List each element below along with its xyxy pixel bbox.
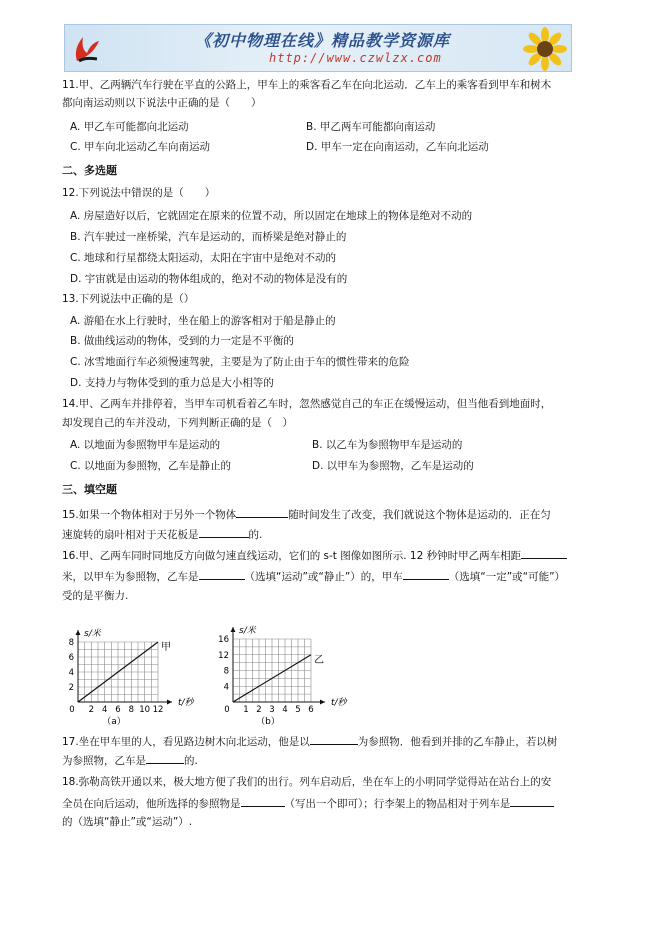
x-tick-label: 4 <box>101 705 108 715</box>
x-tick-label: 1 <box>243 705 249 715</box>
q12-option-a[interactable]: A. 房屋造好以后，它就固定在原来的位置不动，所以固定在地球上的物体是绝对不动的 <box>70 210 473 222</box>
q17-text-3: 为参照物，乙车是 <box>62 755 146 767</box>
chart-a <box>60 612 200 726</box>
q17-text-2: 为参照物．他看到并排的乙车静止，若以树 <box>357 736 558 748</box>
chart-caption: （a） <box>102 717 126 726</box>
y-axis-arrow-icon <box>76 630 81 635</box>
q13-stem: 13.下列说法中正确的是（） <box>62 293 195 305</box>
q16-blank-3[interactable] <box>403 568 449 580</box>
x-tick-label: 3 <box>269 705 275 715</box>
q18-blank-1[interactable] <box>241 795 285 807</box>
q11-stem-line1: 11.甲、乙两辆汽车行驶在平直的公路上，甲车上的乘客看乙车在向北运动．乙车上的乘客看到甲车和树木 <box>62 79 552 91</box>
q14-option-d[interactable]: D. 以甲车为参照物，乙车是运动的 <box>312 460 474 472</box>
q13-option-d[interactable]: D. 支持力与物体受到的重力总是大小相等的 <box>70 377 274 389</box>
q18-blank-2[interactable] <box>510 795 554 807</box>
y-tick-label: 16 <box>218 635 229 645</box>
x-axis-label: t/秒 <box>178 698 194 708</box>
x-tick-label: 6 <box>308 705 314 715</box>
sunflower-icon <box>523 27 567 71</box>
chart-b <box>205 612 355 726</box>
q15-blank-2[interactable] <box>199 526 249 538</box>
x-axis-label: t/秒 <box>331 698 347 708</box>
q18-line2 <box>62 795 554 812</box>
q15-text-1: 15.如果一个物体相对于另外一个物体 <box>62 509 237 521</box>
q11-option-b[interactable]: B. 甲乙两车可能都向南运动 <box>306 121 436 133</box>
q15-text-4: 的. <box>248 529 263 541</box>
banner-url[interactable]: http://www.czwlzx.com <box>269 51 442 65</box>
q16-text-4: （选填“一定”或“可能”） <box>448 571 566 583</box>
y-tick-label: 8 <box>68 638 74 648</box>
q16-line2 <box>62 568 565 585</box>
q12-option-c[interactable]: C. 地球和行星都绕太阳运动，太阳在宇宙中是绝对不动的 <box>70 252 337 264</box>
series-label: 乙 <box>314 654 324 666</box>
q16-line3: 受的是平衡力. <box>62 590 129 602</box>
q16-text-2: 米，以甲车为参照物，乙车是 <box>62 571 199 583</box>
q14-option-a[interactable]: A. 以地面为参照物甲车是运动的 <box>70 439 221 451</box>
y-tick-label: 4 <box>68 668 74 678</box>
x-tick-label: 2 <box>88 705 95 715</box>
x-tick-label: 2 <box>256 705 262 715</box>
x-axis-arrow-icon <box>320 700 325 705</box>
q16-line1 <box>62 547 567 564</box>
chart-caption: （b） <box>256 717 280 726</box>
q14-option-b[interactable]: B. 以乙车为参照物甲车是运动的 <box>312 439 463 451</box>
q17-blank-1[interactable] <box>310 733 358 745</box>
x-tick-label: 0 <box>224 705 230 715</box>
x-tick-label: 0 <box>69 705 75 715</box>
q11-stem-line2: 都向南运动则以下说法中正确的是（ ） <box>62 97 262 109</box>
x-tick-label: 6 <box>115 705 121 715</box>
q15-line1 <box>62 506 551 523</box>
q16-blank-2[interactable] <box>199 568 245 580</box>
section-heading-multi-choice: 二、多选题 <box>62 164 117 177</box>
y-tick-label: 2 <box>68 683 74 693</box>
y-tick-label: 8 <box>223 666 229 677</box>
q14-stem-line2: 却发现自己的车并没动，下列判断正确的是（ ） <box>62 417 293 429</box>
x-tick-label: 4 <box>282 705 288 715</box>
y-axis-label: s/米 <box>84 629 101 639</box>
q18-line1: 18.弥勒高铁开通以来，极大地方便了我们的出行。列车启动后，坐在车上的小明同学觉得站在站台上的安 <box>62 776 552 788</box>
q11-option-d[interactable]: D. 甲车一定在向南运动，乙车向北运动 <box>306 141 489 153</box>
q14-stem-line1: 14.甲、乙两车并排停着，当甲车司机看着乙车时，忽然感觉自己的车正在缓慢运动，但当他看到地面时， <box>62 398 552 410</box>
q11-option-c[interactable]: C. 甲车向北运动乙车向南运动 <box>70 141 211 153</box>
q15-text-2: 随时间发生了改变，我们就说这个物体是运动的．正在匀 <box>288 509 551 521</box>
q12-option-b[interactable]: B. 汽车驶过一座桥梁，汽车是运动的，而桥梁是绝对静止的 <box>70 231 347 243</box>
q17-line2 <box>62 752 198 769</box>
q15-line2 <box>62 526 262 543</box>
x-tick-label: 10 <box>139 705 151 715</box>
q13-option-a[interactable]: A. 游船在水上行驶时，坐在船上的游客相对于船是静止的 <box>70 315 336 327</box>
q12-stem: 12.下列说法中错误的是（ ） <box>62 187 216 199</box>
y-axis-arrow-icon <box>231 627 236 632</box>
y-tick-label: 4 <box>223 682 229 693</box>
section-heading-fill-blank: 三、填空题 <box>62 483 117 496</box>
q15-text-3: 速旋转的扇叶相对于天花板是 <box>62 529 199 541</box>
x-tick-label: 8 <box>128 705 135 715</box>
q18-text-1: 全员在向后运动，他所选择的参照物是 <box>62 798 241 810</box>
q12-option-d[interactable]: D. 宇宙就是由运动的物体组成的，绝对不动的物体是没有的 <box>70 273 348 285</box>
header-banner <box>64 24 572 72</box>
q18-text-2: （写出一个即可）；行李架上的物品相对于列车是 <box>284 798 511 810</box>
series-label: 甲 <box>161 642 171 653</box>
x-axis-arrow-icon <box>167 700 172 705</box>
banner-title: 《初中物理在线》精品教学资源库 <box>195 31 451 50</box>
q17-text-4: 的. <box>184 755 198 767</box>
q18-line3: 的（选填“静止”或“运动”）. <box>62 816 193 828</box>
q11-option-a[interactable]: A. 甲乙车可能都向北运动 <box>70 121 189 133</box>
y-tick-label: 6 <box>68 653 74 663</box>
q17-blank-2[interactable] <box>146 752 184 764</box>
y-axis-label: s/米 <box>239 626 256 636</box>
q15-blank-1[interactable] <box>236 506 288 518</box>
q17-line1 <box>62 733 557 750</box>
q16-blank-1[interactable] <box>521 547 567 559</box>
x-tick-label: 12 <box>152 705 164 715</box>
q13-option-c[interactable]: C. 冰雪地面行车必须慢速驾驶，主要是为了防止由于车的惯性带来的危险 <box>70 356 410 368</box>
y-tick-label: 12 <box>218 650 229 661</box>
q13-option-b[interactable]: B. 做曲线运动的物体，受到的力一定是不平衡的 <box>70 335 294 347</box>
q16-text-1: 16.甲、乙两车同时同地反方向做匀速直线运动，它们的 s-t 图像如图所示. 12 秒钟时甲乙两车相距 <box>62 550 522 562</box>
logo-icon <box>71 31 103 65</box>
q17-text-1: 17.坐在甲车里的人，看见路边树木向北运动，他是以 <box>62 736 310 748</box>
q14-option-c[interactable]: C. 以地面为参照物，乙车是静止的 <box>70 460 232 472</box>
q16-text-3: （选填“运动”或“静止”）的，甲车 <box>244 571 403 583</box>
x-tick-label: 5 <box>295 705 301 715</box>
